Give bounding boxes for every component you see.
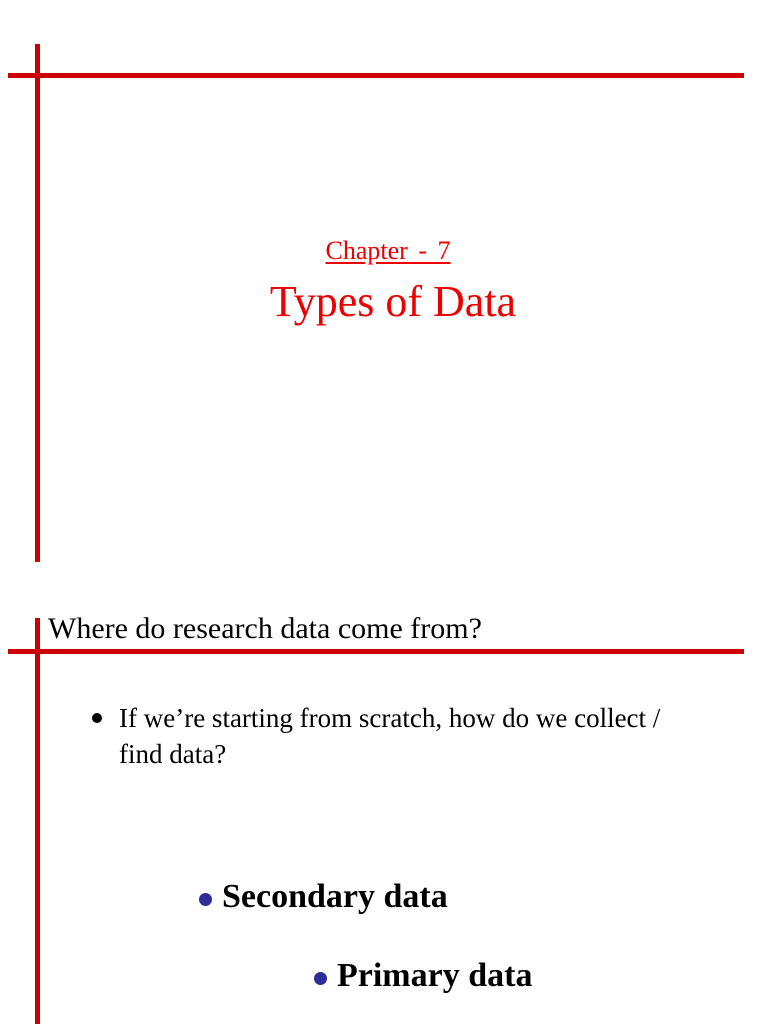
list-item	[92, 700, 692, 772]
slide-title: Types of Data	[269, 277, 517, 326]
list-item-primary-data	[314, 957, 532, 995]
bullet-text: If we’re starting from scratch, how do we collect / find data?	[119, 703, 661, 769]
red-horizontal-rule	[8, 73, 744, 78]
bullet-icon	[199, 893, 212, 906]
primary-data-label: Primary data	[337, 957, 533, 994]
red-vertical-rule	[35, 618, 40, 1024]
bullet-icon	[92, 713, 102, 723]
bullet-icon	[314, 972, 327, 985]
slide-heading: Where do research data come from?	[48, 612, 482, 645]
list-item-secondary-data	[199, 878, 448, 916]
secondary-data-label: Secondary data	[222, 878, 448, 915]
chapter-label: Chapter - 7	[325, 236, 451, 265]
red-horizontal-rule	[8, 649, 744, 654]
content-slide	[0, 600, 768, 1024]
